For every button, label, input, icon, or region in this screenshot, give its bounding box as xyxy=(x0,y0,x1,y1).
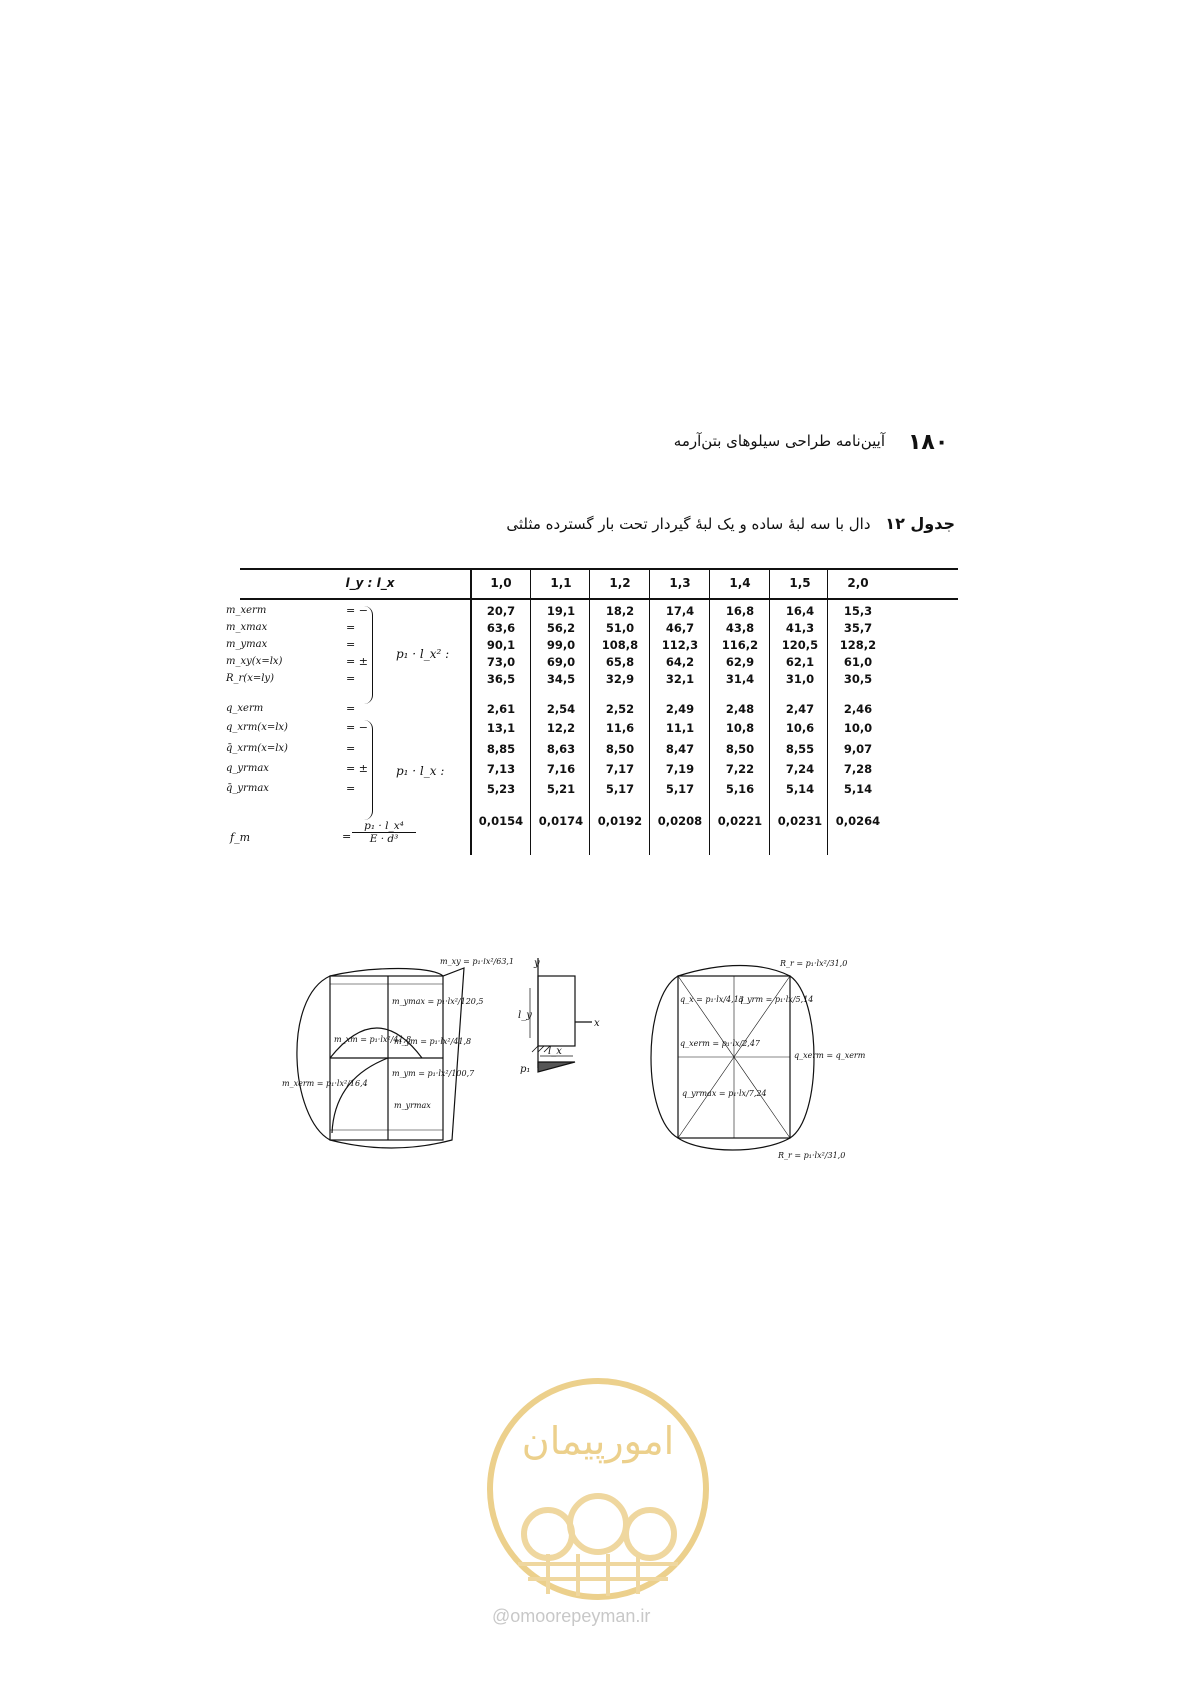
table-cell: 10,0 xyxy=(843,721,873,735)
row-sign: = xyxy=(346,672,356,685)
column-header: 2,0 xyxy=(847,576,869,590)
table-cell: 8,55 xyxy=(785,742,815,756)
table-cell: 41,3 xyxy=(785,621,815,635)
table-header-rule xyxy=(240,598,958,600)
table-top-rule xyxy=(240,568,958,570)
row-label: q_yrmax xyxy=(226,763,269,774)
book-title: آیین‌نامه طراحی سیلوهای بتن‌آرمه xyxy=(673,432,885,450)
table-cell: 64,2 xyxy=(665,655,695,669)
slab-span-x: l_x xyxy=(548,1046,562,1057)
column-separator xyxy=(769,568,770,855)
deflection-cell: 0,0154 xyxy=(478,814,524,828)
table-cell: 35,7 xyxy=(843,621,873,635)
row-label: q_xrm(x=lx) xyxy=(226,722,288,733)
watermark-logo xyxy=(478,1374,718,1604)
ratio-header: l_y : l_x xyxy=(345,576,395,590)
moment-label-0: m_xy = p₁·lx²/63,1 xyxy=(440,958,515,966)
moment-label-5: m_ym = p₁·lx²/100,7 xyxy=(392,1069,475,1078)
table-caption-label: جدول ۱۲ xyxy=(885,514,955,533)
row-label: m_ymax xyxy=(226,639,268,650)
table-cell: 16,8 xyxy=(725,604,755,618)
table-cell: 7,16 xyxy=(546,762,576,776)
coefficient-table xyxy=(226,568,958,855)
table-cell: 7,22 xyxy=(725,762,755,776)
slab-axis-y: y xyxy=(534,958,540,969)
table-cell: 8,50 xyxy=(725,742,755,756)
table-cell: 2,48 xyxy=(725,702,755,716)
row-sign: = − xyxy=(346,604,368,617)
table-cell: 63,6 xyxy=(486,621,516,635)
deflection-cell: 0,0208 xyxy=(657,814,703,828)
row-label: q_xerm xyxy=(226,703,264,714)
slab-load: p₁ xyxy=(520,1064,531,1075)
table-cell: 128,2 xyxy=(839,638,877,652)
row-sign: = ± xyxy=(346,762,368,775)
deflection-equals: = xyxy=(342,830,352,843)
table-cell: 5,14 xyxy=(843,782,873,796)
moment-label-3: m_ym = p₁·lx²/41,8 xyxy=(394,1037,472,1046)
table-cell: 10,6 xyxy=(785,721,815,735)
table-cell: 36,5 xyxy=(486,672,516,686)
table-cell: 5,23 xyxy=(486,782,516,796)
deflection-cell: 0,0231 xyxy=(777,814,823,828)
table-cell: 17,4 xyxy=(665,604,695,618)
table-cell: 11,1 xyxy=(665,721,695,735)
table-cell: 69,0 xyxy=(546,655,576,669)
table-cell: 7,13 xyxy=(486,762,516,776)
table-cell: 12,2 xyxy=(546,721,576,735)
row-sign: = xyxy=(346,638,356,651)
column-separator xyxy=(589,568,590,855)
column-header: 1,2 xyxy=(609,576,631,590)
table-cell: 43,8 xyxy=(725,621,755,635)
table-cell: 7,24 xyxy=(785,762,815,776)
page-header xyxy=(0,430,1191,470)
table-cell: 13,1 xyxy=(486,721,516,735)
shear-label-4: q_xerm = p₁·lx/2,47 xyxy=(680,1039,761,1048)
row-sign: = xyxy=(346,782,356,795)
row-label: R_r(x=ly) xyxy=(226,673,274,684)
table-cell: 2,52 xyxy=(605,702,635,716)
table-cell: 108,8 xyxy=(601,638,639,652)
moment-diagram xyxy=(297,968,464,1148)
table-cell: 20,7 xyxy=(486,604,516,618)
table-cell: 51,0 xyxy=(605,621,635,635)
table-cell: 112,3 xyxy=(661,638,699,652)
table-cell: 2,61 xyxy=(486,702,516,716)
row-sign: = ± xyxy=(346,655,368,668)
table-cell: 61,0 xyxy=(843,655,873,669)
slab-span-y: l_y xyxy=(518,1010,532,1021)
column-header: 1,0 xyxy=(490,576,512,590)
table-cell: 8,63 xyxy=(546,742,576,756)
table-cell: 32,9 xyxy=(605,672,635,686)
table-cell: 15,3 xyxy=(843,604,873,618)
table-cell: 18,2 xyxy=(605,604,635,618)
table-cell: 120,5 xyxy=(781,638,819,652)
table-cell: 62,1 xyxy=(785,655,815,669)
table-cell: 2,54 xyxy=(546,702,576,716)
table-cell: 46,7 xyxy=(665,621,695,635)
column-header: 1,5 xyxy=(789,576,811,590)
table-cell: 5,16 xyxy=(725,782,755,796)
row-sign: = xyxy=(346,702,356,715)
deflection-denominator: E · d³ xyxy=(369,833,399,845)
column-header: 1,4 xyxy=(729,576,751,590)
deflection-cell: 0,0174 xyxy=(538,814,584,828)
shear-label-0: R_r = p₁·lx²/31,0 xyxy=(780,959,848,968)
shear-diagram xyxy=(651,966,814,1151)
table-cell: 5,14 xyxy=(785,782,815,796)
group2-factor: p₁ · l_x : xyxy=(396,764,445,778)
moment-label-2: m_xm = p₁·lx²/41,8 xyxy=(334,1035,412,1044)
moment-label-1: m_ymax = p₁·lx²/120,5 xyxy=(392,997,484,1006)
table-cell: 90,1 xyxy=(486,638,516,652)
table-cell: 56,2 xyxy=(546,621,576,635)
watermark-url: @omoorepeyman.ir xyxy=(492,1606,651,1626)
row-sign: = xyxy=(346,742,356,755)
shear-label-6: R_r = p₁·lx²/31,0 xyxy=(778,1151,846,1160)
row-label: m_xy(x=lx) xyxy=(226,656,283,667)
row-label: m_xerm xyxy=(226,605,267,616)
column-separator xyxy=(709,568,710,855)
table-cell: 116,2 xyxy=(721,638,759,652)
row-label: m_xmax xyxy=(226,622,268,633)
deflection-numerator: p₁ · l_x⁴ xyxy=(352,820,416,833)
table-cell: 8,47 xyxy=(665,742,695,756)
table-cell: 16,4 xyxy=(785,604,815,618)
table-cell: 5,21 xyxy=(546,782,576,796)
table-cell: 65,8 xyxy=(605,655,635,669)
column-header: 1,3 xyxy=(669,576,691,590)
table-cell: 5,17 xyxy=(605,782,635,796)
table-cell: 7,19 xyxy=(665,762,695,776)
table-cell: 62,9 xyxy=(725,655,755,669)
table-cell: 99,0 xyxy=(546,638,576,652)
diagrams-figure xyxy=(282,958,922,1218)
moment-label-6: m_yrmax xyxy=(394,1101,431,1110)
deflection-cell: 0,0264 xyxy=(835,814,881,828)
row-label: q̄_yrmax xyxy=(226,783,269,794)
deflection-formula xyxy=(352,820,416,845)
column-separator xyxy=(649,568,650,855)
slab-axis-x: x xyxy=(594,1018,600,1029)
column-header: 1,1 xyxy=(550,576,572,590)
deflection-cell: 0,0221 xyxy=(717,814,763,828)
deflection-label: f_m xyxy=(230,831,251,844)
column-separator xyxy=(530,568,531,855)
table-cell: 2,46 xyxy=(843,702,873,716)
table-cell: 5,17 xyxy=(665,782,695,796)
table-cell: 19,1 xyxy=(546,604,576,618)
table-caption-text: دال با سه لبهٔ ساده و یک لبهٔ گیردار تحت بار گسترده مثلثی xyxy=(506,515,871,533)
table-cell: 8,85 xyxy=(486,742,516,756)
table-cell: 7,28 xyxy=(843,762,873,776)
table-cell: 73,0 xyxy=(486,655,516,669)
column-separator xyxy=(470,568,472,855)
watermark-logo-text: امورپیمان xyxy=(521,1419,675,1463)
table-cell: 34,5 xyxy=(546,672,576,686)
table-cell: 31,0 xyxy=(785,672,815,686)
table-caption xyxy=(506,514,955,533)
table-cell: 32,1 xyxy=(665,672,695,686)
table-cell: 10,8 xyxy=(725,721,755,735)
table-cell: 2,47 xyxy=(785,702,815,716)
table-cell: 7,17 xyxy=(605,762,635,776)
moment-label-4: m_xerm = p₁·lx²/16,4 xyxy=(282,1079,368,1088)
table-cell: 31,4 xyxy=(725,672,755,686)
shear-label-3: q_xerm = q_xerm xyxy=(794,1051,866,1060)
shear-label-1: q_x = p₁·lx/4,13 xyxy=(680,995,744,1004)
row-sign: = − xyxy=(346,721,368,734)
table-cell: 11,6 xyxy=(605,721,635,735)
row-label: q̄_xrm(x=lx) xyxy=(226,743,288,754)
deflection-cell: 0,0192 xyxy=(597,814,643,828)
row-sign: = xyxy=(346,621,356,634)
shear-label-2: q_yrm = p₁·lx/5,14 xyxy=(738,995,814,1004)
table-cell: 2,49 xyxy=(665,702,695,716)
table-cell: 8,50 xyxy=(605,742,635,756)
group1-factor: p₁ · l_x² : xyxy=(396,647,450,661)
page-number: ۱۸۰ xyxy=(908,430,949,455)
table-cell: 30,5 xyxy=(843,672,873,686)
shear-label-5: q_yrmax = p₁·lx/7,24 xyxy=(682,1089,767,1098)
table-cell: 9,07 xyxy=(843,742,873,756)
